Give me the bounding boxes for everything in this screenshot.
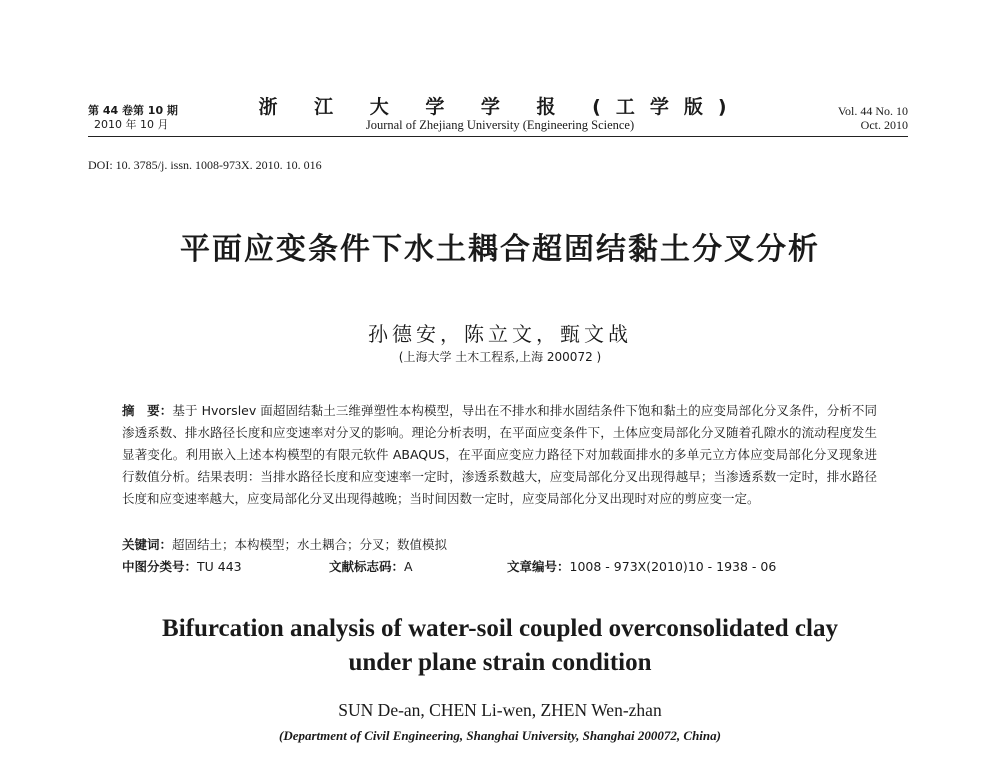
article-no-value: 1008 - 973X(2010)10 - 1938 - 06 bbox=[569, 559, 777, 574]
authors-en: SUN De-an, CHEN Li-wen, ZHEN Wen-zhan bbox=[338, 700, 662, 720]
affiliation-cn: (上海大学 土木工程系,上海 200072 ) bbox=[398, 350, 602, 364]
document-code bbox=[329, 557, 413, 575]
abstract-text: 基于 Hvorslev 面超固结黏土三维弹塑性本构模型，导出在不排水和排水固结条件下饱和黏土的应变局部化分叉条件，分析不同渗透系数、排水路径长度和应变速率对分叉的影响。理论分析表明，在平面应变条件下，土体应变局部化分叉随着孔隙水的流动程度发生显著变化。利用嵌入上述本构模型的有限元软件 ABAQUS，在平面应变应力路径下对加载面排水的多单元立方体应变局部化分叉现象进行数值分析。结果表明：当排水路径长度和应变速率一定时，渗透系数越大，应变局部化分叉出现得越早；当渗透系数一定时，排水路径长度和应变速率越大，应变局部化分叉出现得越晚；当时间因数一定时，应变局部化分叉出现时对应的剪应变一定。 bbox=[122, 403, 877, 506]
abstract-cn bbox=[122, 400, 877, 510]
authors-cn: 孙德安，陈立文，甄文战 bbox=[368, 322, 632, 346]
article-no-label: 文章编号： bbox=[507, 559, 570, 574]
affiliation-en: (Department of Civil Engineering, Shanghai University, Shanghai 200072, China) bbox=[279, 728, 721, 743]
clc-label: 中图分类号： bbox=[122, 559, 198, 574]
issue-volume-cn: 第 44 卷第 10 期 bbox=[88, 104, 178, 117]
journal-name bbox=[240, 96, 760, 133]
issue-info bbox=[88, 104, 178, 132]
volume-en: Vol. 44 No. 10 bbox=[837, 104, 908, 118]
title-en-line1: Bifurcation analysis of water-soil coupled overconsolidated clay bbox=[162, 615, 838, 642]
doi: DOI: 10. 3785/j. issn. 1008-973X. 2010. 10. 016 bbox=[88, 158, 322, 172]
article-number bbox=[507, 557, 776, 575]
abstract-label: 摘 要： bbox=[122, 403, 173, 418]
title-en-line2: under plane strain condition bbox=[348, 649, 652, 676]
journal-name-cn: 浙 江 大 学 学 报 (工学版) bbox=[258, 96, 742, 118]
header-rule bbox=[88, 136, 908, 137]
keywords-cn bbox=[122, 535, 447, 553]
volume-info bbox=[838, 104, 908, 132]
paper-title-en bbox=[0, 612, 1000, 680]
paper-title-cn: 平面应变条件下水土耦合超固结黏土分叉分析 bbox=[180, 232, 820, 267]
doc-code-label: 文献标志码： bbox=[329, 559, 405, 574]
keywords-label: 关键词： bbox=[122, 537, 173, 552]
issue-date-cn: 2010 年 10 月 bbox=[94, 118, 169, 131]
keywords-text: 超固结土；本构模型；水土耦合；分叉；数值模拟 bbox=[172, 537, 448, 552]
date-en: Oct. 2010 bbox=[860, 118, 908, 132]
clc-number bbox=[122, 557, 242, 575]
doc-code-value: A bbox=[404, 559, 413, 574]
clc-value: TU 443 bbox=[197, 559, 242, 574]
journal-name-en: Journal of Zhejiang University (Engineering Science) bbox=[365, 118, 635, 132]
